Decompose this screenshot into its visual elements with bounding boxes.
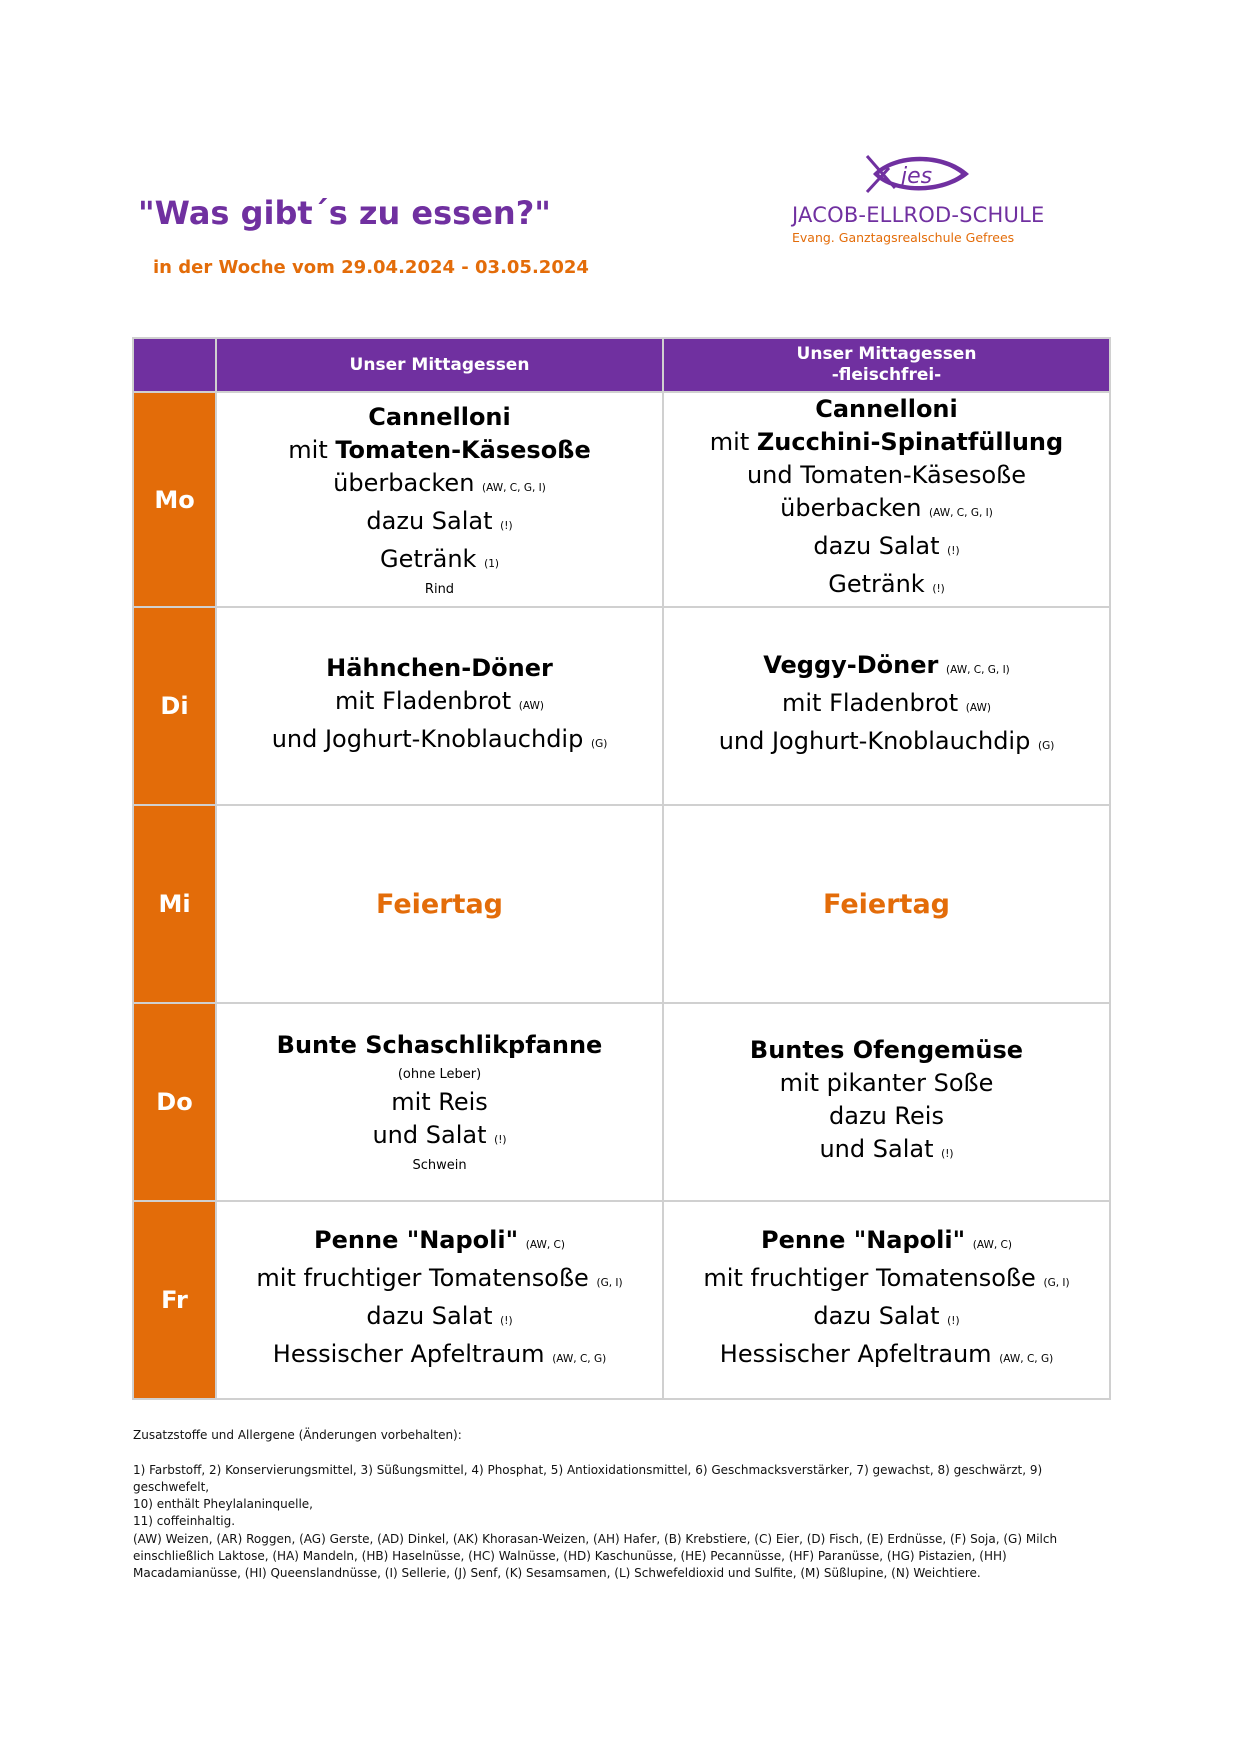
logo-mark: jes [901, 164, 933, 189]
dish-line: dazu Reis [829, 1101, 944, 1130]
dish-line: mit [288, 435, 336, 464]
header-meal: Unser Mittagessen [216, 338, 663, 392]
dish-line: überbacken [780, 494, 922, 522]
dish-line: und Joghurt-Knoblauchdip [271, 724, 584, 753]
dish-line-bold: Zucchini-Spinatfüllung [756, 428, 1064, 456]
dish-line: und Tomaten-Käsesoße [746, 461, 1027, 489]
dish-line: mit Fladenbrot [782, 689, 959, 717]
dish-line: und Salat [372, 1121, 487, 1149]
table-row [133, 607, 1110, 805]
allergen-note: (AW, C, G) [999, 1353, 1054, 1365]
veg-cell [663, 392, 1110, 607]
meal-cell [216, 1003, 663, 1201]
dish-line: Hessischer Apfeltraum [719, 1340, 992, 1368]
dish-name: Cannelloni [368, 402, 511, 431]
allergen-note: (!) [947, 545, 960, 557]
legend-additives [133, 1462, 1113, 1530]
dish-line: dazu Salat [813, 532, 940, 560]
allergen-note: (!) [500, 519, 513, 532]
school-logo [792, 148, 1047, 248]
legend-additives-line: 10) enthält Pheylalaninquelle, [133, 1497, 313, 1511]
logo-school-name: JACOB-ELLROD-SCHULE [792, 203, 1045, 227]
dish-line: überbacken [333, 468, 475, 497]
dish-name: Penne "Napoli" [761, 1226, 966, 1254]
dish-name: Bunte Schaschlikpfanne [276, 1031, 603, 1059]
allergen-note: (G, I) [596, 1277, 623, 1289]
allergen-note: (!) [947, 1315, 960, 1327]
allergen-note: (G) [590, 737, 608, 750]
allergen-note: (!) [932, 583, 945, 595]
dish-line: Getränk [828, 570, 925, 598]
holiday-label: Feiertag [663, 805, 1110, 1003]
menu-table [132, 337, 1111, 1400]
dish-line: mit Reis [391, 1088, 488, 1116]
veg-cell [663, 607, 1110, 805]
dish-line: Hessischer Apfeltraum [272, 1340, 545, 1368]
dish-line: dazu Salat [366, 506, 493, 535]
veg-cell [663, 1201, 1110, 1399]
week-range: in der Woche vom 29.04.2024 - 03.05.2024 [153, 257, 589, 278]
legend-additives-line: 11) coffeinhaltig. [133, 1514, 236, 1528]
header-veg-line1: Unser Mittagessen [796, 344, 977, 364]
day-label: Di [133, 607, 216, 805]
dish-name: Cannelloni [815, 395, 958, 423]
day-label: Fr [133, 1201, 216, 1399]
dish-line: dazu Salat [366, 1302, 493, 1330]
allergen-note: (AW, C, G, I) [482, 481, 546, 494]
fish-logo-icon [865, 148, 975, 200]
dish-line: mit [709, 428, 757, 456]
meal-cell [216, 1201, 663, 1399]
legend-heading: Zusatzstoffe und Allergene (Änderungen vorbehalten): [133, 1428, 462, 1442]
header-empty-cell [133, 338, 216, 392]
day-label: Mi [133, 805, 216, 1003]
dish-line: mit Fladenbrot [335, 686, 512, 715]
dish-name: Buntes Ofengemüse [749, 1035, 1024, 1064]
table-row [133, 1003, 1110, 1201]
legend-additives-line: 1) Farbstoff, 2) Konservierungsmittel, 3) Süßungsmittel, 4) Phosphat, 5) Antioxidationsmittel, 6) Geschmacksverstärker, 7) gewachst, 8) geschwärzt, 9) geschwefelt, [133, 1463, 1043, 1494]
allergen-note: (AW) [518, 699, 544, 712]
dish-line: mit fruchtiger Tomatensoße [703, 1264, 1036, 1292]
allergen-note: (AW, C, G, I) [929, 507, 993, 519]
dish-line: mit pikanter Soße [779, 1068, 994, 1097]
allergen-note: (!) [941, 1147, 954, 1160]
allergen-note: (AW, C, G, I) [945, 664, 1010, 676]
allergen-note: (G, I) [1043, 1277, 1070, 1289]
logo-school-subtitle: Evang. Ganztagsrealschule Gefrees [792, 230, 1015, 245]
dish-remark: (ohne Leber) [397, 1067, 482, 1082]
dish-name: Hähnchen-Döner [326, 653, 553, 682]
holiday-label: Feiertag [216, 805, 663, 1003]
dish-line: und Salat [819, 1134, 934, 1163]
allergen-note: (AW, C, G) [552, 1353, 607, 1365]
allergen-note: (!) [494, 1134, 507, 1146]
page-title: "Was gibt´s zu essen?" [138, 194, 551, 232]
dish-name: Penne "Napoli" [314, 1226, 519, 1254]
dish-line: und Joghurt-Knoblauchdip [718, 727, 1031, 755]
table-row [133, 392, 1110, 607]
legend-allergens: (AW) Weizen, (AR) Roggen, (AG) Gerste, (AD) Dinkel, (AK) Khorasan-Weizen, (AH) Hafer, (B) Krebstiere, (C) Eier, (D) Fisch, (E) Erdnüsse, (F) Soja, (G) Milch einschließlich Laktose, (HA) Mandeln, (HB) Haselnüsse, (HC) Walnüsse, (HD) Kaschunüsse, (HE) Pecannüsse, (HF) Paranüsse, (HG) Pistazien, (HH) Macadamianüsse, (HI) Queenslandnüsse, (I) Sellerie, (J) Senf, (K) Sesamsamen, (L) Schwefeldioxid und Sulfite, (M) Süßlupine, (N) Weichtiere. [133, 1532, 1058, 1580]
dish-name: Veggy-Döner [763, 651, 939, 679]
dish-line-bold: Tomaten-Käsesoße [335, 435, 591, 464]
veg-cell [663, 1003, 1110, 1201]
allergen-note: (G) [1037, 740, 1055, 752]
day-label: Do [133, 1003, 216, 1201]
allergen-note: (AW, C) [972, 1239, 1012, 1251]
header-veg-line2: -fleischfrei- [831, 365, 942, 385]
meal-cell [216, 392, 663, 607]
dish-line: Getränk [380, 544, 477, 573]
meat-type: Rind [424, 581, 455, 597]
day-label: Mo [133, 392, 216, 607]
dish-line: mit fruchtiger Tomatensoße [256, 1264, 589, 1292]
allergen-note: (!) [500, 1315, 513, 1327]
table-row [133, 805, 1110, 1003]
header-veg [663, 338, 1110, 392]
allergen-note: (AW) [965, 702, 991, 714]
meal-cell [216, 607, 663, 805]
allergen-note: (AW, C) [525, 1239, 565, 1251]
table-row [133, 1201, 1110, 1399]
meat-type: Schwein [412, 1158, 467, 1173]
allergen-note: (1) [484, 557, 499, 570]
dish-line: dazu Salat [813, 1302, 940, 1330]
